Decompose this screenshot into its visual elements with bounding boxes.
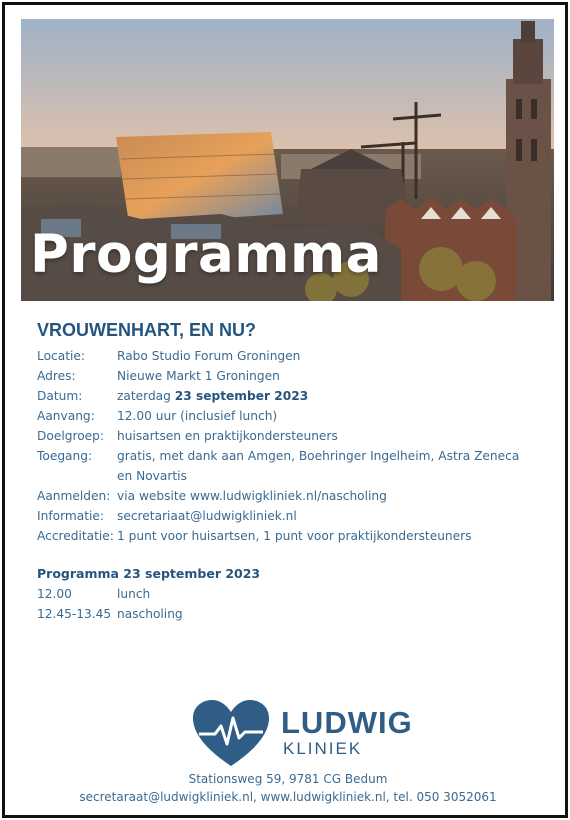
- detail-row: [37, 386, 527, 406]
- logo-subtitle: KLINIEK: [283, 739, 363, 758]
- detail-label: Aanvang:: [37, 409, 95, 423]
- detail-row: [37, 526, 527, 546]
- detail-value: [117, 446, 527, 486]
- detail-value-text: secretariaat@ludwigkliniek.nl: [117, 509, 297, 523]
- detail-label: Doelgroep:: [37, 429, 105, 443]
- document-page: [2, 2, 568, 818]
- event-details: [37, 346, 527, 546]
- detail-value-text: 1 punt voor huisartsen, 1 punt voor praktijkondersteuners: [117, 529, 472, 543]
- detail-value: [117, 386, 527, 406]
- programme-time: 12.00: [37, 587, 72, 601]
- detail-label: Informatie:: [37, 509, 104, 523]
- detail-row: [37, 426, 527, 446]
- detail-value: [117, 346, 527, 366]
- programme-heading: Programma 23 september 2023: [37, 566, 261, 581]
- hero-photo: [21, 19, 554, 301]
- detail-value-text: via website www.ludwigkliniek.nl/nascholing: [117, 489, 387, 503]
- hero-title: Programma: [30, 224, 382, 285]
- detail-row: [37, 486, 527, 506]
- detail-label: Toegang:: [37, 449, 93, 463]
- programme-item: [37, 584, 183, 604]
- detail-row: [37, 366, 527, 386]
- detail-label: Aanmelden:: [37, 489, 111, 503]
- detail-value-text: gratis, met dank aan Amgen, Boehringer Ingelheim, Astra Zeneca en Novartis: [117, 449, 520, 483]
- detail-label: Adres:: [37, 369, 76, 383]
- logo-name: LUDWIG: [281, 705, 413, 740]
- detail-value: [117, 366, 527, 386]
- detail-row: [37, 406, 527, 426]
- detail-value: [117, 406, 527, 426]
- footer-address: Stationsweg 59, 9781 CG Bedum: [188, 772, 388, 786]
- detail-value-text: zaterdag: [117, 389, 175, 403]
- event-title: VROUWENHART, EN NU?: [37, 320, 256, 340]
- footer-contact: secretaraat@ludwigkliniek.nl, www.ludwigkliniek.nl, tel. 050 3052061: [79, 790, 497, 804]
- ludwig-kliniek-logo: [191, 698, 411, 768]
- detail-value-emphasis: 23 september 2023: [174, 389, 309, 403]
- programme-time: 12.45-13.45: [37, 607, 112, 621]
- programme-item: [37, 604, 183, 624]
- detail-label: Locatie:: [37, 349, 85, 363]
- programme-list: [37, 584, 183, 624]
- detail-value: [117, 426, 527, 446]
- detail-row: [37, 346, 527, 366]
- detail-value-text: huisartsen en praktijkondersteuners: [117, 429, 338, 443]
- programme-activity: nascholing: [117, 607, 183, 621]
- programme-activity: lunch: [117, 587, 151, 601]
- detail-row: [37, 506, 527, 526]
- detail-value: [117, 486, 527, 506]
- detail-value: [117, 526, 527, 546]
- detail-value-text: 12.00 uur (inclusief lunch): [117, 409, 278, 423]
- detail-label: Datum:: [37, 389, 83, 403]
- detail-value-text: Rabo Studio Forum Groningen: [117, 349, 301, 363]
- detail-label: Accreditatie:: [37, 529, 114, 543]
- detail-row: [37, 446, 527, 486]
- detail-value-text: Nieuwe Markt 1 Groningen: [117, 369, 280, 383]
- detail-value: [117, 506, 527, 526]
- heart-icon: [191, 698, 271, 768]
